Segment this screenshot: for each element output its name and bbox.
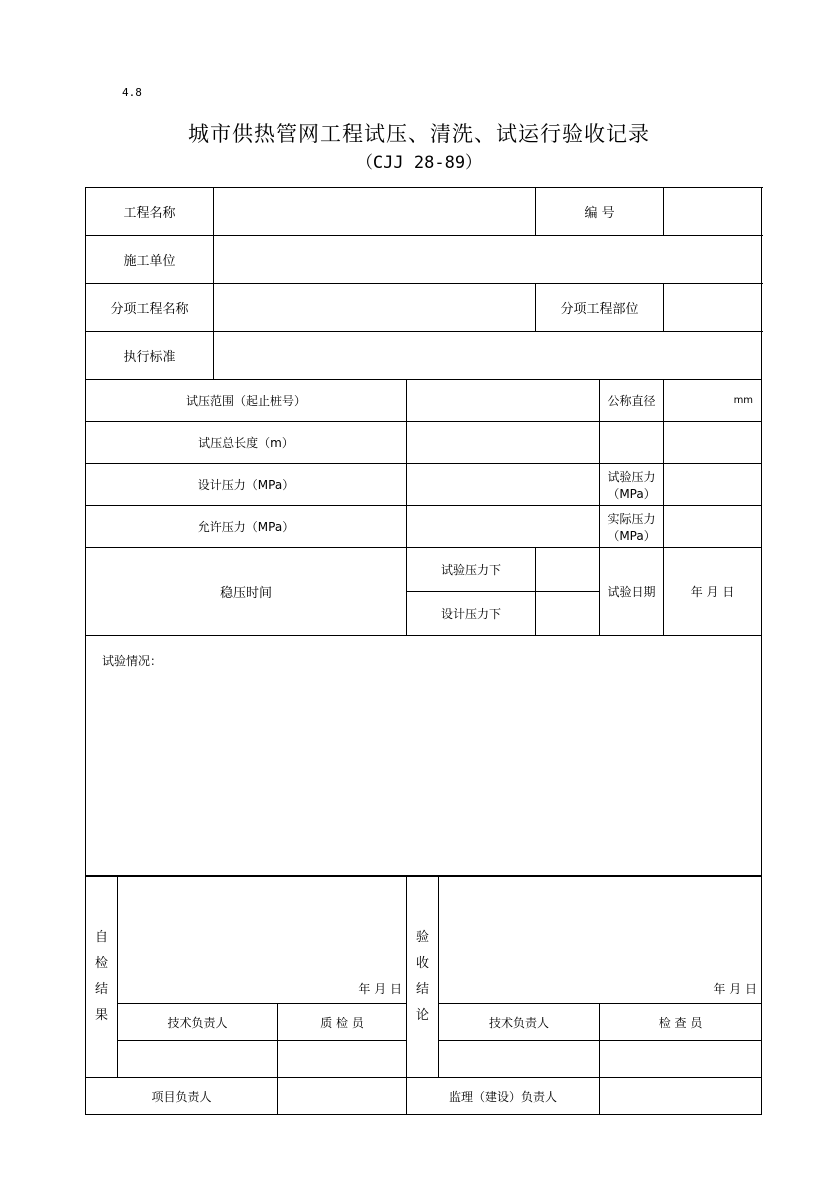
under-test-pressure-field[interactable] [536,548,600,592]
test-date-field[interactable]: 年 月 日 [664,548,762,636]
section-number: 4.8 [122,86,142,99]
under-design-pressure-label: 设计压力下 [407,592,536,636]
test-situation-area[interactable] [86,636,762,876]
design-pressure-label: 设计压力（MPa） [86,464,407,506]
sub-project-location-field[interactable] [664,284,762,332]
number-field[interactable] [664,188,762,236]
acceptance-form-table [85,187,762,876]
self-check-char-4: 果 [94,1008,108,1023]
accept-tech-lead-signature[interactable] [439,1041,600,1078]
self-check-char-1: 自 [94,930,108,945]
number-label: 编 号 [536,188,664,236]
standard-code: （CJJ 28-89） [355,153,483,173]
under-design-pressure-field[interactable] [536,592,600,636]
allowable-pressure-label: 允许压力（MPa） [86,506,407,548]
project-name-field[interactable] [214,188,536,236]
supervision-lead-signature[interactable] [600,1078,762,1115]
acceptance-char-1: 验 [416,930,430,945]
nominal-diameter-label: 公称直径 [600,380,664,422]
total-length-label: 试压总长度（m） [86,422,407,464]
self-check-date[interactable]: 年 月 日 [118,877,407,1004]
project-name-label: 工程名称 [86,188,214,236]
self-tech-lead-label: 技术负责人 [118,1004,278,1041]
project-manager-signature[interactable] [278,1078,407,1115]
test-pressure-label: 试验压力（MPa） [600,464,664,506]
construction-unit-label: 施工单位 [86,236,214,284]
acceptance-char-4: 论 [416,1008,430,1023]
standard-label: 执行标准 [86,332,214,380]
test-range-label: 试压范围（起止桩号） [86,380,407,422]
construction-unit-field[interactable] [214,236,762,284]
acceptance-char-3: 结 [416,982,430,997]
page-title: 城市供热管网工程试压、清洗、试运行验收记录 [188,122,650,146]
self-check-char-3: 结 [94,982,108,997]
total-length-blank-b[interactable] [664,422,762,464]
acceptance-date[interactable]: 年 月 日 [439,877,762,1004]
total-length-field[interactable] [407,422,600,464]
inspector-label: 检 查 员 [600,1004,762,1041]
quality-inspector-signature[interactable] [278,1041,407,1078]
accept-tech-lead-label: 技术负责人 [439,1004,600,1041]
actual-pressure-field[interactable] [664,506,762,548]
self-check-char-2: 检 [94,956,108,971]
self-check-result-label [86,877,118,1078]
signature-table [85,876,762,1115]
quality-inspector-label: 质 检 员 [278,1004,407,1041]
diameter-unit: mm [733,395,754,406]
test-range-field[interactable] [407,380,600,422]
test-pressure-field[interactable] [664,464,762,506]
test-date-label: 试验日期 [600,548,664,636]
standard-field[interactable] [214,332,762,380]
acceptance-conclusion-label [407,877,439,1078]
inspector-signature[interactable] [600,1041,762,1078]
nominal-diameter-field[interactable] [664,380,762,422]
under-test-pressure-label: 试验压力下 [407,548,536,592]
test-situation-label: 试验情况： [102,654,163,668]
stabilization-time-label: 稳压时间 [86,548,407,636]
actual-pressure-label: 实际压力（MPa） [600,506,664,548]
acceptance-char-2: 收 [416,956,430,971]
sub-project-location-label: 分项工程部位 [536,284,664,332]
allowable-pressure-field[interactable] [407,506,600,548]
project-manager-label: 项目负责人 [86,1078,278,1115]
self-tech-lead-signature[interactable] [118,1041,278,1078]
supervision-lead-label: 监理（建设）负责人 [407,1078,600,1115]
sub-project-name-label: 分项工程名称 [86,284,214,332]
sub-project-name-field[interactable] [214,284,536,332]
total-length-blank-a[interactable] [600,422,664,464]
design-pressure-field[interactable] [407,464,600,506]
